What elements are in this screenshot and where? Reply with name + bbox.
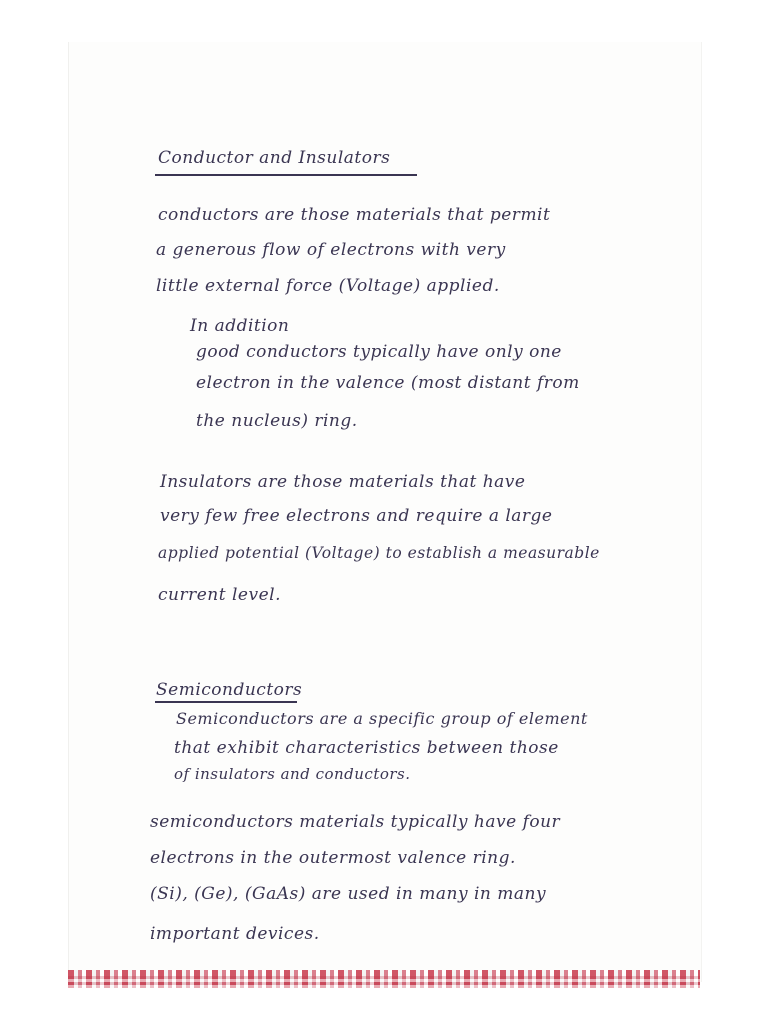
text-line: In addition <box>190 316 290 336</box>
text-line: important devices. <box>150 924 320 944</box>
text-line: the nucleus) ring. <box>196 411 358 431</box>
text-line: little external force (Voltage) applied. <box>156 276 500 296</box>
text-line: that exhibit characteristics between those <box>174 738 559 758</box>
title-underline <box>155 701 297 703</box>
text-line: very few free electrons and require a large <box>160 506 553 526</box>
text-line: (Si), (Ge), (GaAs) are used in many in many <box>150 884 547 904</box>
title-underline <box>155 174 417 176</box>
section-title-conductors: Conductor and Insulators <box>158 148 391 168</box>
text-line: good conductors typically have only one <box>196 342 562 362</box>
text-line: electrons in the outermost valence ring. <box>150 848 516 868</box>
text-line: Insulators are those materials that have <box>160 472 526 492</box>
fabric-texture <box>68 976 700 988</box>
text-line: semiconductors materials typically have four <box>150 812 561 832</box>
section-title-semiconductors: Semiconductors <box>156 680 303 700</box>
text-line: of insulators and conductors. <box>174 765 411 783</box>
text-line: Semiconductors are a specific group of element <box>176 709 588 728</box>
text-line: a generous flow of electrons with very <box>156 240 506 260</box>
text-line: conductors are those materials that permit <box>158 205 551 225</box>
text-line: applied potential (Voltage) to establish a measurable <box>158 544 600 562</box>
text-line: current level. <box>158 585 281 605</box>
text-line: electron in the valence (most distant from <box>196 373 580 393</box>
